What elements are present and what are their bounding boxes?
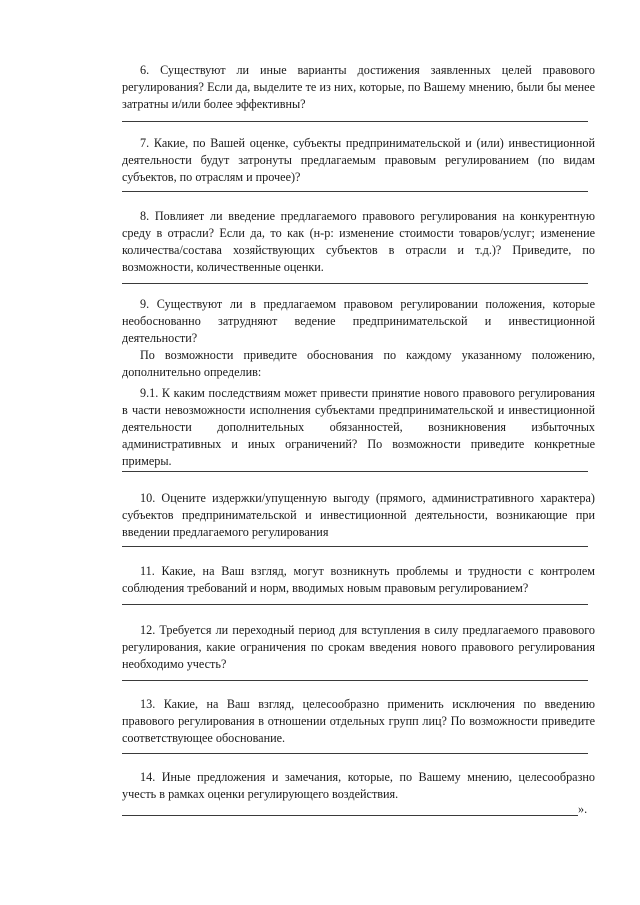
answer-line-13[interactable] [122, 753, 588, 754]
question-9-1 [122, 385, 595, 470]
answer-line-9-1[interactable] [122, 471, 588, 472]
question-11 [122, 563, 595, 597]
closing-mark: ». [578, 802, 588, 816]
question-12 [122, 622, 595, 673]
question-text: 10. Оцените издержки/упущенную выгоду (прямого, административного характера) субъектов предпринимательской и инвестиционной деятельности, возникающие при введении предлагаемого регулирования [122, 491, 595, 539]
question-text: 7. Какие, по Вашей оценке, субъекты предпринимательской и (или) инвестиционной деятельности будут затронуты предлагаемым правовым регулированием (по видам субъектов, по отраслям и прочее)? [122, 136, 595, 184]
question-text: 11. Какие, на Ваш взгляд, могут возникнуть проблемы и трудности с контролем соблюдения требований и норм, вводимых новым правовым регулированием? [122, 564, 595, 595]
question-text: 13. Какие, на Ваш взгляд, целесообразно применить исключения по введению правового регулирования в отношении отдельных групп лиц? По возможности приведите соответствующее обоснование. [122, 697, 595, 745]
question-7 [122, 135, 595, 186]
answer-line-7[interactable] [122, 191, 588, 192]
answer-line-6[interactable] [122, 121, 588, 122]
question-text: 6. Существуют ли иные варианты достижения заявленных целей правового регулирования? Если да, выделите те из них, которые, по Вашему мнению, были бы менее затратны и/или более эффективны? [122, 63, 595, 111]
question-text: 14. Иные предложения и замечания, которые, по Вашему мнению, целесообразно учесть в рамках оценки регулирующего воздействия. [122, 770, 595, 801]
question-9 [122, 296, 595, 381]
question-text: 9. Существуют ли в предлагаемом правовом регулировании положения, которые необоснованно затрудняют ведение предпринимательской и инвестиционной деятельности? [122, 297, 595, 345]
question-6 [122, 62, 595, 113]
answer-line-14[interactable] [122, 815, 578, 816]
question-10 [122, 490, 595, 541]
question-text-2: По возможности приведите обоснования по каждому указанному положению, дополнительно определив: [122, 348, 595, 379]
answer-line-8[interactable] [122, 283, 588, 284]
answer-line-10[interactable] [122, 546, 588, 547]
question-text: 9.1. К каким последствиям может привести принятие нового правового регулирования в части невозможности исполнения субъектами предпринимательской и инвестиционной деятельности дополнительных обязанностей, возникновения избыточных административных и иных ограничений? По возможности приведите конкретные примеры. [122, 386, 595, 468]
question-8 [122, 208, 595, 276]
question-text: 8. Повлияет ли введение предлагаемого правового регулирования на конкурентную среду в отрасли? Если да, то как (н-р: изменение стоимости товаров/услуг; изменение количества/состава хозяйствующих субъектов в отрасли и т.д.)? Приведите, по возможности, количественные оценки. [122, 209, 595, 274]
question-13 [122, 696, 595, 747]
question-text: 12. Требуется ли переходный период для вступления в силу предлагаемого правового регулирования, какие ограничения по срокам введения нового правового регулирования необходимо учесть? [122, 623, 595, 671]
question-14 [122, 769, 595, 803]
answer-line-12[interactable] [122, 680, 588, 681]
answer-line-11[interactable] [122, 604, 588, 605]
